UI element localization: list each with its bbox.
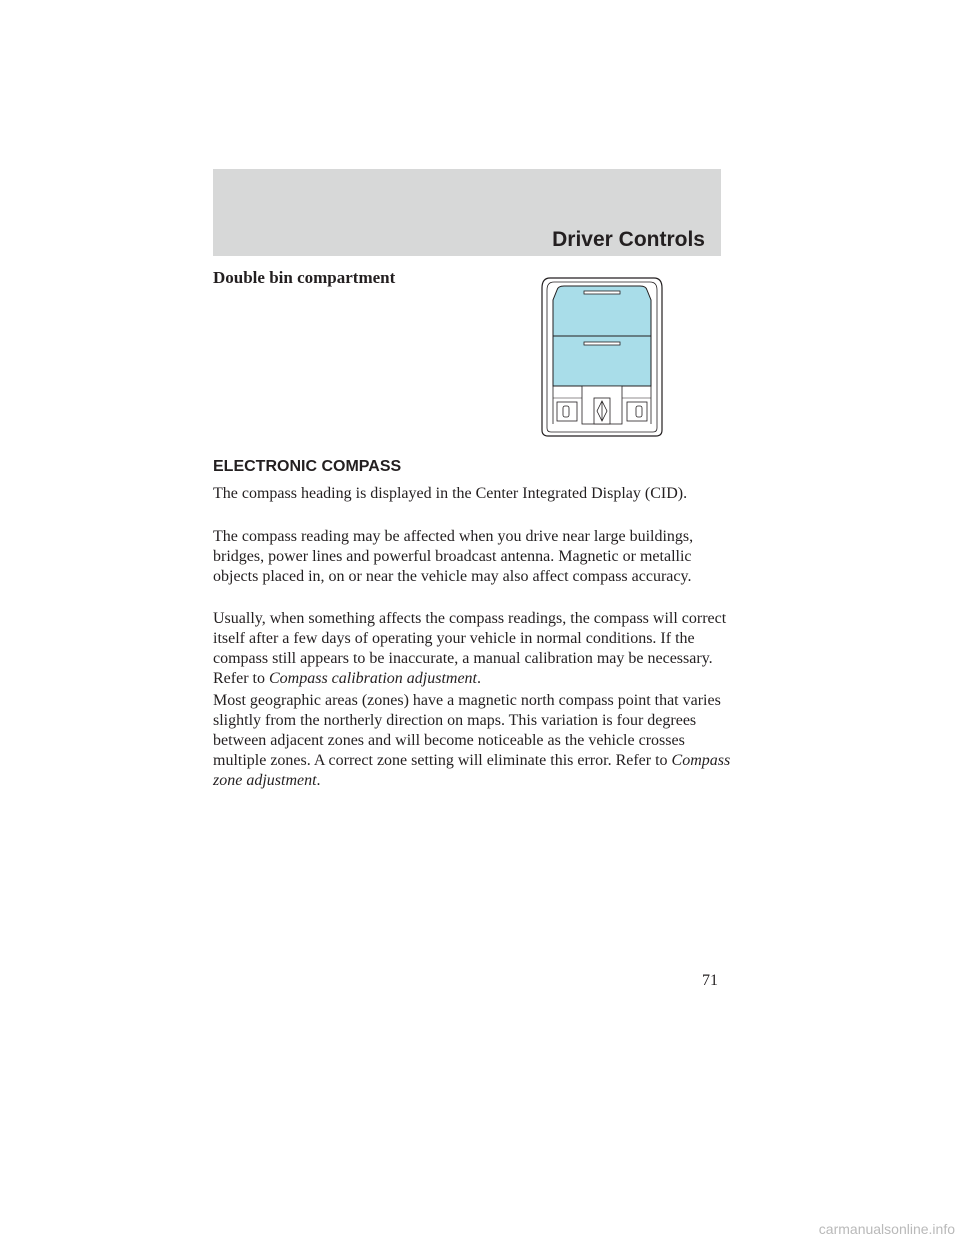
calibration-reference: Compass calibration adjustment	[268, 670, 477, 687]
section-title: Driver Controls	[552, 228, 705, 251]
site-watermark: carmanualsonline.info	[818, 1221, 955, 1237]
zone-reference: Compass zone adjustment	[213, 752, 731, 789]
compass-paragraph-4-end: .	[316, 772, 321, 789]
upper-bin-latch	[584, 291, 620, 294]
page-number: 71	[702, 972, 718, 989]
compass-paragraph-4-text: Most geographic areas (zones) have a magnetic north compass point that varies slightly from the northerly direction on maps. This variation is four degrees between adjacent zones and will become noticeable as the vehicle crosses multiple zones. A correct zone setting will eliminate this error. Refer to	[213, 692, 721, 769]
double-bin-compartment-illustration	[540, 276, 664, 438]
compass-paragraph-4	[213, 691, 733, 791]
compass-paragraph-3	[213, 609, 733, 689]
compass-paragraph-2: The compass reading may be affected when you drive near large buildings, bridges, power lines and powerful broadcast antenna. Magnetic or metallic objects placed in, on or near the vehicle may also affect compass accuracy.	[213, 528, 694, 585]
compass-paragraph-3-end: .	[477, 670, 481, 687]
left-button-slot	[563, 406, 569, 417]
section-header-band	[213, 169, 721, 256]
compass-paragraph-1: The compass heading is displayed in the Center Integrated Display (CID).	[213, 485, 688, 502]
double-bin-heading: Double bin compartment	[213, 268, 396, 287]
electronic-compass-heading: ELECTRONIC COMPASS	[213, 458, 402, 475]
compass-paragraph-3-text: Usually, when something affects the compass readings, the compass will correct itself after a few days of operating your vehicle in normal conditions. If the compass still appears to be inaccurate, a manual calibration may be necessary. Refer to	[213, 610, 727, 687]
lower-bin-latch	[584, 342, 620, 345]
right-button-slot	[636, 406, 642, 417]
